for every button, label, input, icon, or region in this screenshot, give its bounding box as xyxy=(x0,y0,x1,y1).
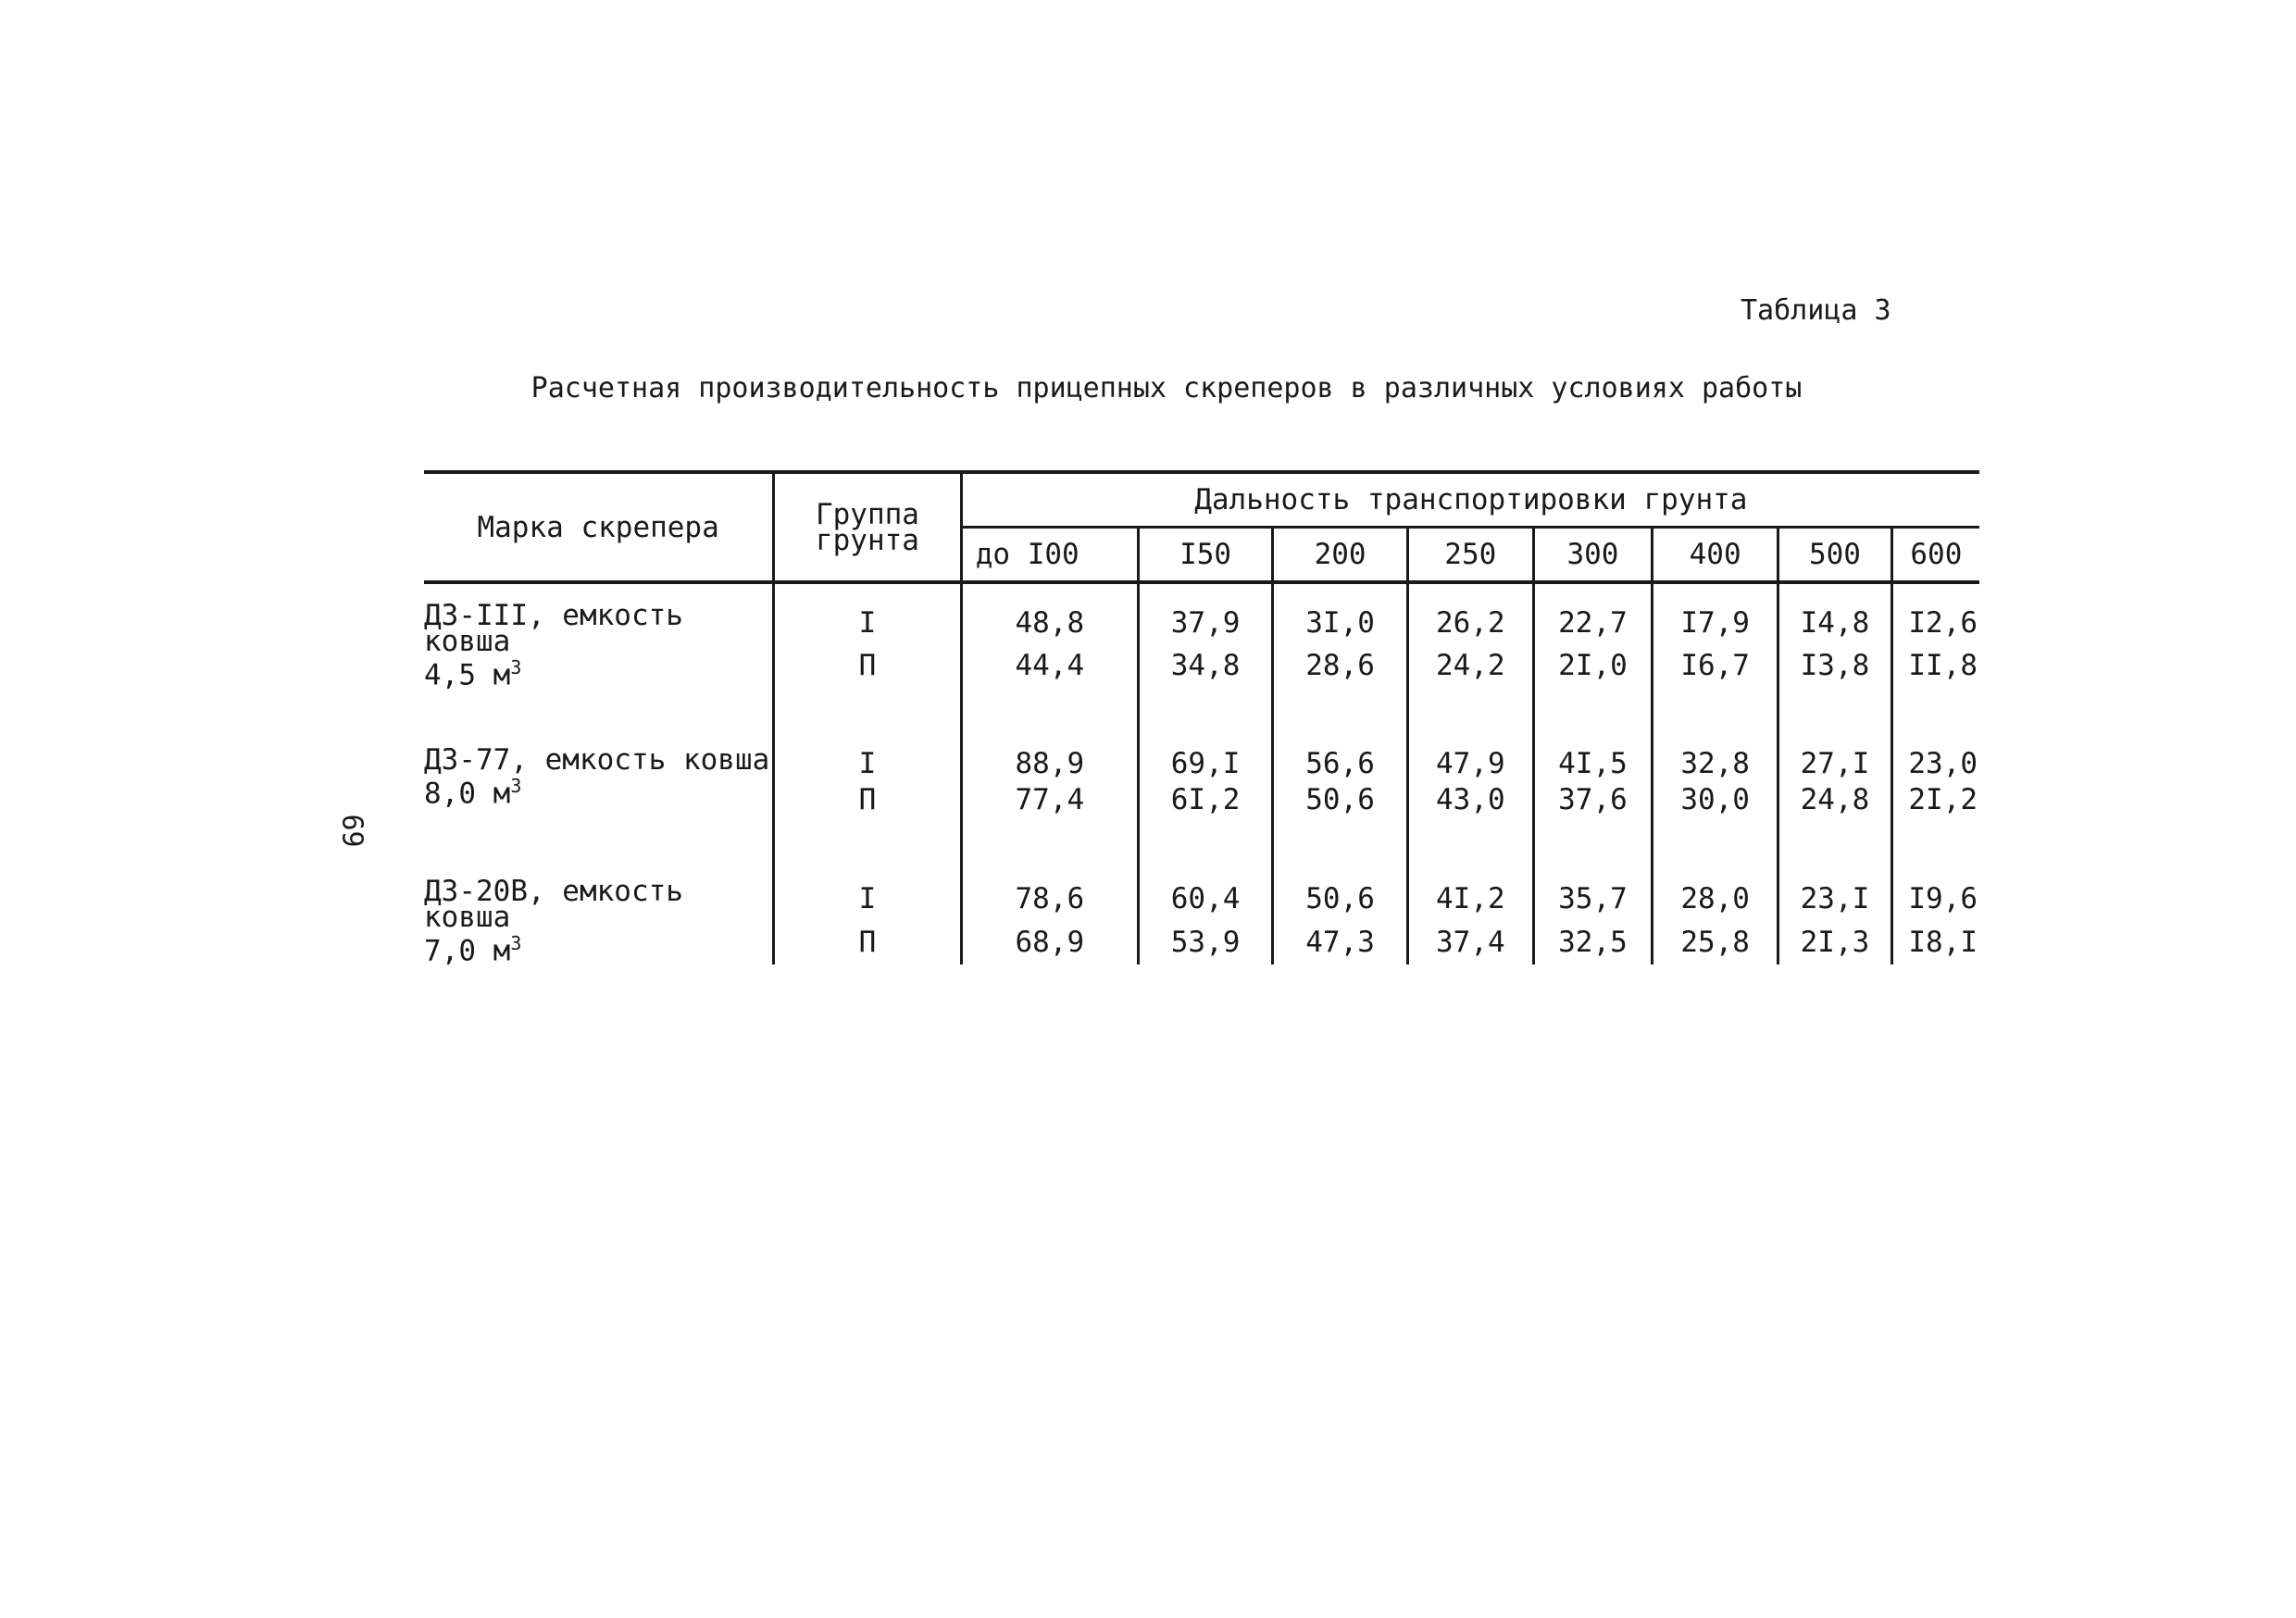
table-row xyxy=(424,860,1979,919)
value-cell: 50,6 xyxy=(1273,860,1407,919)
value-cell: 22,7 xyxy=(1533,582,1652,643)
header-distance-col: 400 xyxy=(1653,528,1778,583)
header-distance-col: 600 xyxy=(1891,528,1979,583)
value-cell: 3I,0 xyxy=(1273,582,1407,643)
header-distance-col: 250 xyxy=(1407,528,1533,583)
value-cell: 4I,5 xyxy=(1533,728,1652,780)
value-cell: 23,0 xyxy=(1908,747,1978,781)
value-cell: II,8 xyxy=(1908,649,1978,683)
soil-group: П xyxy=(774,920,961,965)
table-row xyxy=(424,728,1979,780)
scraper-mark xyxy=(424,582,774,692)
value-cell: 4I,2 xyxy=(1407,860,1533,919)
header-distance-col: 300 xyxy=(1533,528,1652,583)
value-cell: 32,8 xyxy=(1653,728,1778,780)
value-cell: 47,9 xyxy=(1407,728,1533,780)
value-cell: 47,3 xyxy=(1273,920,1407,965)
header-mark: Марка скрепера xyxy=(424,472,774,582)
value-cell: 2I,3 xyxy=(1778,920,1892,965)
value-cell: 56,6 xyxy=(1273,728,1407,780)
value-cell: 25,8 xyxy=(1653,920,1778,965)
value-cell: 43,0 xyxy=(1407,780,1533,819)
value-cell: I4,8 xyxy=(1778,582,1892,643)
header-group-line1: Группа xyxy=(815,497,919,531)
value-cell: 60,4 xyxy=(1138,860,1272,919)
unit-superscript: 3 xyxy=(510,932,522,955)
scraper-mark-line1: ДЗ-77, емкость ковша xyxy=(424,743,770,778)
value-cell: 68,9 xyxy=(961,920,1138,965)
soil-group: I xyxy=(774,582,961,643)
scraper-mark xyxy=(424,728,774,819)
header-group xyxy=(774,472,961,582)
unit-superscript: 3 xyxy=(510,656,522,678)
value-cell: 6I,2 xyxy=(1138,780,1272,819)
value-cell: I6,7 xyxy=(1653,643,1778,688)
row-spacer xyxy=(424,819,1979,860)
value-cell: 37,4 xyxy=(1407,920,1533,965)
value-cell: 24,2 xyxy=(1407,643,1533,688)
scraper-mark-line1: ДЗ-20В, емкость ковша xyxy=(424,875,683,935)
table-row xyxy=(424,582,1979,643)
soil-group: П xyxy=(774,643,961,688)
value-cell: 88,9 xyxy=(961,728,1138,780)
header-distance-col: до I00 xyxy=(961,528,1138,583)
value-cell: 24,8 xyxy=(1778,780,1892,819)
value-cell: 37,6 xyxy=(1533,780,1652,819)
header-distance-col: 200 xyxy=(1273,528,1407,583)
value-cell: I7,9 xyxy=(1653,582,1778,643)
unit-superscript: 3 xyxy=(510,775,522,798)
value-cell: 69,I xyxy=(1138,728,1272,780)
value-cell: 53,9 xyxy=(1138,920,1272,965)
header-distance-col: I50 xyxy=(1138,528,1272,583)
row-spacer xyxy=(424,688,1979,728)
value-cell: 28,0 xyxy=(1653,860,1778,919)
value-cell: 50,6 xyxy=(1273,780,1407,819)
value-cell: 28,6 xyxy=(1273,643,1407,688)
table-label: Таблица 3 xyxy=(1741,294,1891,327)
scraper-mark-line1: ДЗ-III, емкость ковша xyxy=(424,599,683,658)
value-cell: 37,9 xyxy=(1138,582,1272,643)
value-cell: 23,I xyxy=(1778,860,1892,919)
value-cell: 30,0 xyxy=(1653,780,1778,819)
value-cell: 44,4 xyxy=(961,643,1138,688)
value-cell: 48,8 xyxy=(961,582,1138,643)
table-title: Расчетная производительность прицепных скреперов в различных условиях работы xyxy=(530,372,1803,404)
value-cell: 26,2 xyxy=(1407,582,1533,643)
header-distance-col: 500 xyxy=(1778,528,1892,583)
scraper-mark-line2: 7,0 м xyxy=(424,934,511,968)
scraper-mark-line2: 8,0 м xyxy=(424,777,511,811)
soil-group: I xyxy=(774,728,961,780)
value-cell: 2I,0 xyxy=(1533,643,1652,688)
value-cell: 35,7 xyxy=(1533,860,1652,919)
scraper-mark-line2: 4,5 м xyxy=(424,658,511,692)
productivity-table xyxy=(424,470,1979,968)
page-number: 69 xyxy=(335,814,368,848)
soil-group: П xyxy=(774,780,961,819)
value-cell: 32,5 xyxy=(1533,920,1652,965)
value-cell: I3,8 xyxy=(1778,643,1892,688)
scraper-mark xyxy=(424,860,774,968)
value-cell: 2I,2 xyxy=(1908,783,1978,817)
value-cell: 27,I xyxy=(1778,728,1892,780)
value-cell: 77,4 xyxy=(961,780,1138,819)
value-cell: 78,6 xyxy=(961,860,1138,919)
header-distance: Дальность транспортировки грунта xyxy=(961,472,1979,528)
soil-group: I xyxy=(774,860,961,919)
header-group-line2: грунта xyxy=(815,523,919,557)
value-cell: I8,I xyxy=(1908,925,1978,959)
value-cell: I9,6 xyxy=(1908,882,1978,916)
value-cell: I2,6 xyxy=(1908,606,1978,641)
value-cell: 34,8 xyxy=(1138,643,1272,688)
